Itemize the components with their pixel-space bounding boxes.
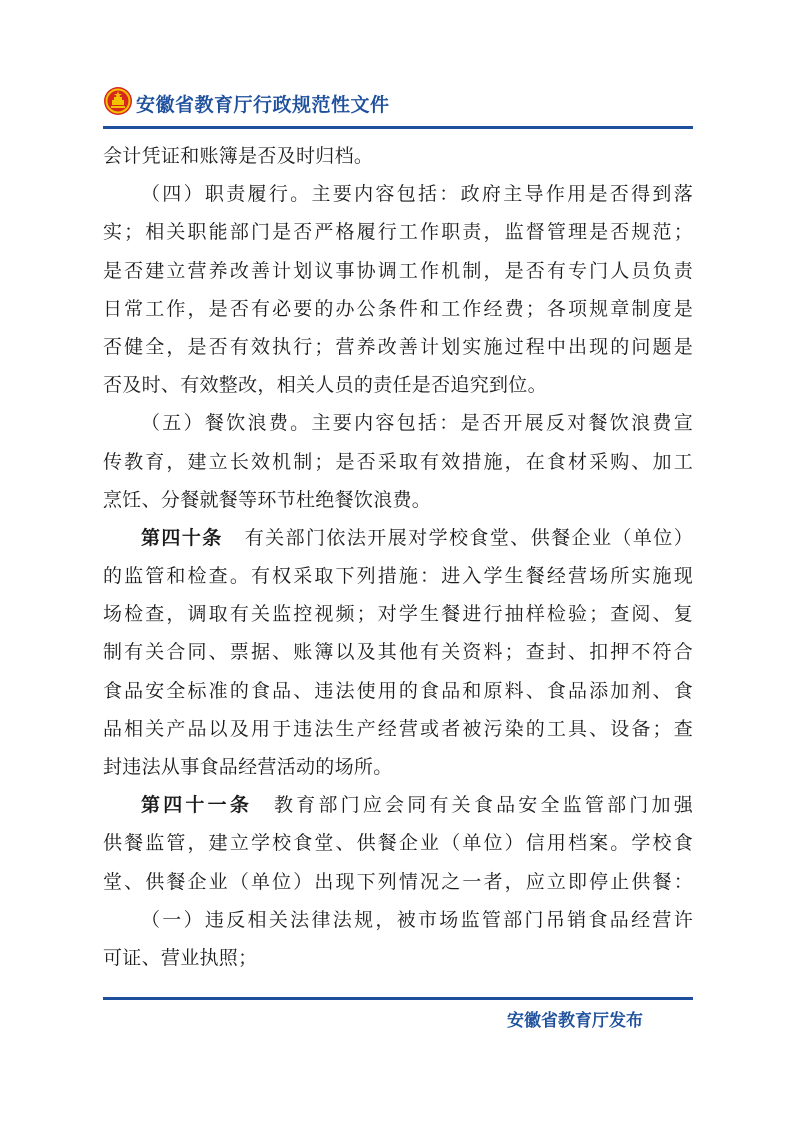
paragraph-line: 供餐监管，建立学校食堂、供餐企业（单位）信用档案。学校食 <box>103 832 693 855</box>
paragraph-line: 品相关产品以及用于违法生产经营或者被污染的工具、设备；查 <box>103 717 693 740</box>
paragraph-line: 烹饪、分餐就餐等环节杜绝餐饮浪费。 <box>103 488 432 511</box>
header-divider <box>103 126 693 129</box>
paragraph-line: 日常工作，是否有必要的办公条件和工作经费；各项规章制度是 <box>103 297 693 320</box>
article-number: 第四十一条 <box>141 794 253 817</box>
paragraph-line: 的监管和检查。有权采取下列措施：进入学生餐经营场所实施现 <box>103 565 693 588</box>
article-first-line <box>103 519 693 557</box>
paragraph-line: （四）职责履行。主要内容包括：政府主导作用是否得到落 <box>141 183 693 206</box>
document-header <box>103 86 693 122</box>
paragraph-line: 制有关合同、票据、账簿以及其他有关资料；查封、扣押不符合 <box>103 641 693 664</box>
article-text: 教育部门应会同有关食品安全监管部门加强 <box>274 794 693 817</box>
paragraph-line: 传教育，建立长效机制；是否采取有效措施，在食材采购、加工 <box>103 450 693 473</box>
footer-publisher: 安徽省教育厅发布 <box>507 1011 643 1031</box>
article-number: 第四十条 <box>141 526 223 549</box>
article-text: 有关部门依法开展对学校食堂、供餐企业（单位） <box>244 526 693 549</box>
paragraph-line: 可证、营业执照； <box>103 946 258 969</box>
paragraph-line: 是否建立营养改善计划议事协调工作机制，是否有专门人员负责 <box>103 259 693 282</box>
paragraph-line: 封违法从事食品经营活动的场所。 <box>103 756 393 778</box>
footer-divider <box>103 997 693 1000</box>
paragraph-line: 否健全，是否有效执行；营养改善计划实施过程中出现的问题是 <box>103 335 693 358</box>
document-body <box>103 137 693 977</box>
paragraph-line: （五）餐饮浪费。主要内容包括：是否开展反对餐饮浪费宣 <box>141 412 693 435</box>
paragraph-line: （一）违反相关法律法规，被市场监管部门吊销食品经营许 <box>141 908 693 931</box>
paragraph-line: 实；相关职能部门是否严格履行工作职责，监督管理是否规范； <box>103 221 693 244</box>
paragraph-line: 堂、供餐企业（单位）出现下列情况之一者，应立即停止供餐： <box>103 870 693 893</box>
national-emblem-icon <box>103 86 133 116</box>
paragraph-line: 场检查，调取有关监控视频；对学生餐进行抽样检验；查阅、复 <box>103 603 693 626</box>
paragraph-line: 食品安全标准的食品、违法使用的食品和原料、食品添加剂、食 <box>103 679 693 702</box>
header-title: 安徽省教育厅行政规范性文件 <box>136 94 390 116</box>
paragraph-line: 否及时、有效整改，相关人员的责任是否追究到位。 <box>103 374 547 397</box>
article-first-line <box>103 786 693 824</box>
paragraph-line: 会计凭证和账簿是否及时归档。 <box>103 145 374 167</box>
